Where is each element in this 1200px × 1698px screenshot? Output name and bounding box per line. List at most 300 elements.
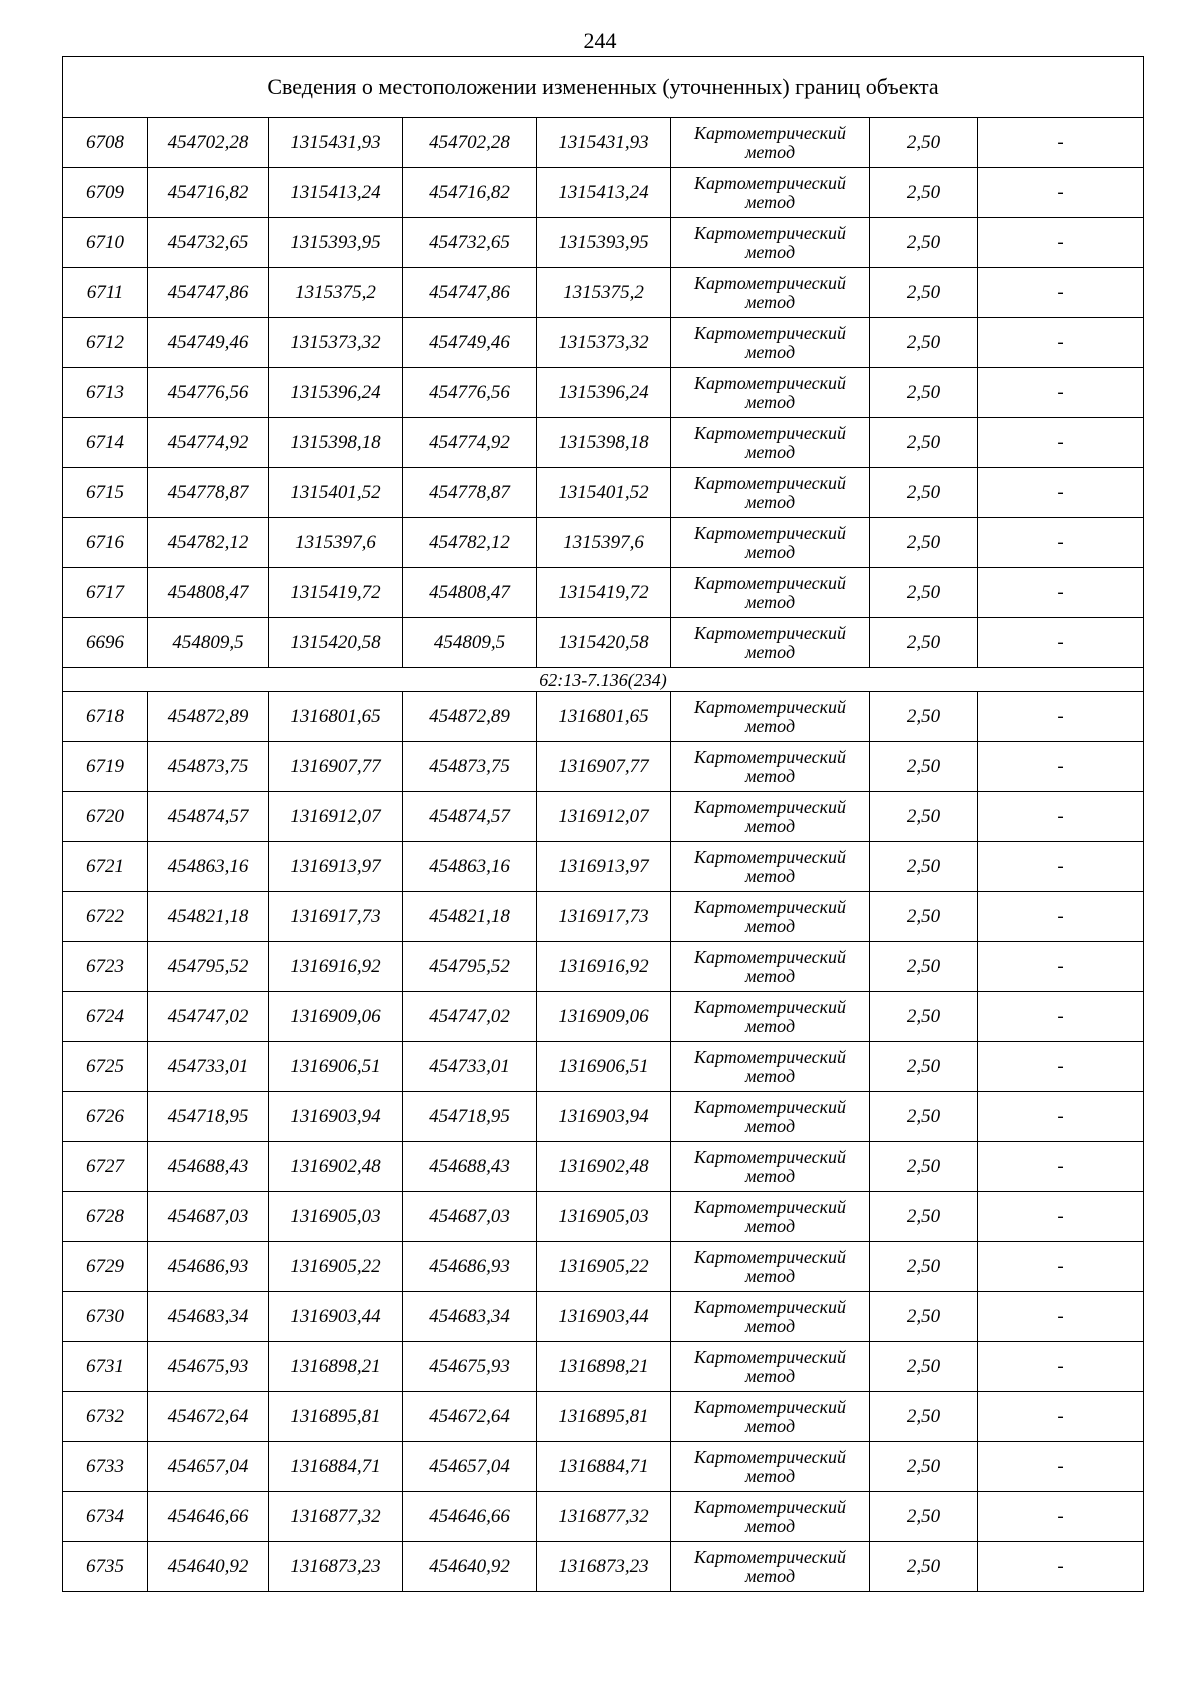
- note-cell: -: [978, 268, 1144, 318]
- accuracy-cell: 2,50: [870, 1492, 978, 1542]
- method-cell: [671, 1042, 870, 1092]
- method-line1: Картометрический: [693, 1096, 846, 1117]
- point-number-cell: 6714: [63, 418, 148, 468]
- table-row: [63, 1442, 1144, 1492]
- existing-x-cell: 454809,5: [148, 618, 269, 668]
- existing-y-cell: 1316906,51: [269, 1042, 403, 1092]
- method-line2: метод: [744, 341, 796, 362]
- existing-y-cell: 1315401,52: [269, 468, 403, 518]
- existing-y-cell: 1316898,21: [269, 1342, 403, 1392]
- existing-x-cell: 454874,57: [148, 792, 269, 842]
- table-row: [63, 318, 1144, 368]
- method-line1: Картометрический: [693, 422, 846, 443]
- method-line1: Картометрический: [693, 522, 846, 543]
- existing-x-cell: 454749,46: [148, 318, 269, 368]
- existing-y-cell: 1315375,2: [269, 268, 403, 318]
- existing-y-cell: 1316903,94: [269, 1092, 403, 1142]
- refined-y-cell: 1315420,58: [537, 618, 671, 668]
- table-row: [63, 268, 1144, 318]
- existing-x-cell: 454872,89: [148, 692, 269, 742]
- method-line1: Картометрический: [693, 946, 846, 967]
- existing-x-cell: 454718,95: [148, 1092, 269, 1142]
- refined-x-cell: 454672,64: [403, 1392, 537, 1442]
- refined-y-cell: 1316906,51: [537, 1042, 671, 1092]
- note-cell: -: [978, 1392, 1144, 1442]
- refined-y-cell: 1315398,18: [537, 418, 671, 468]
- table-row: [63, 418, 1144, 468]
- method-cell: [671, 1142, 870, 1192]
- note-cell: -: [978, 1242, 1144, 1292]
- refined-x-cell: 454640,92: [403, 1542, 537, 1592]
- existing-x-cell: 454778,87: [148, 468, 269, 518]
- existing-y-cell: 1316877,32: [269, 1492, 403, 1542]
- method-line1: Картометрический: [693, 1296, 846, 1317]
- accuracy-cell: 2,50: [870, 842, 978, 892]
- method-line2: метод: [744, 865, 796, 886]
- method-line1: Картометрический: [693, 1396, 846, 1417]
- method-cell: [671, 218, 870, 268]
- note-cell: -: [978, 1542, 1144, 1592]
- refined-y-cell: 1316905,03: [537, 1192, 671, 1242]
- existing-x-cell: 454821,18: [148, 892, 269, 942]
- table-row: [63, 1392, 1144, 1442]
- method-cell: [671, 1092, 870, 1142]
- note-cell: -: [978, 218, 1144, 268]
- table-row: [63, 1542, 1144, 1592]
- table-row: [63, 168, 1144, 218]
- table-row: [63, 1342, 1144, 1392]
- method-cell: [671, 1542, 870, 1592]
- refined-x-cell: 454872,89: [403, 692, 537, 742]
- refined-y-cell: 1316877,32: [537, 1492, 671, 1542]
- existing-y-cell: 1316917,73: [269, 892, 403, 942]
- method-line1: Картометрический: [693, 1246, 846, 1267]
- table-row: [63, 1242, 1144, 1292]
- method-line2: метод: [744, 1265, 796, 1286]
- existing-y-cell: 1315420,58: [269, 618, 403, 668]
- accuracy-cell: 2,50: [870, 418, 978, 468]
- note-cell: -: [978, 318, 1144, 368]
- method-line2: метод: [744, 915, 796, 936]
- note-cell: -: [978, 992, 1144, 1042]
- existing-y-cell: 1316903,44: [269, 1292, 403, 1342]
- table-row: [63, 792, 1144, 842]
- refined-x-cell: 454747,86: [403, 268, 537, 318]
- method-line2: метод: [744, 1365, 796, 1386]
- refined-y-cell: 1316873,23: [537, 1542, 671, 1592]
- method-line1: Картометрический: [693, 1146, 846, 1167]
- refined-x-cell: 454782,12: [403, 518, 537, 568]
- table-row: [63, 568, 1144, 618]
- refined-y-cell: 1316801,65: [537, 692, 671, 742]
- method-line1: Картометрический: [693, 746, 846, 767]
- table-row: [63, 618, 1144, 668]
- note-cell: -: [978, 518, 1144, 568]
- note-cell: -: [978, 1142, 1144, 1192]
- table-row: [63, 742, 1144, 792]
- method-cell: [671, 318, 870, 368]
- method-line1: Картометрический: [693, 1496, 846, 1517]
- refined-y-cell: 1316917,73: [537, 892, 671, 942]
- method-line1: Картометрический: [693, 896, 846, 917]
- refined-x-cell: 454688,43: [403, 1142, 537, 1192]
- refined-x-cell: 454774,92: [403, 418, 537, 468]
- refined-x-cell: 454873,75: [403, 742, 537, 792]
- existing-x-cell: 454688,43: [148, 1142, 269, 1192]
- accuracy-cell: 2,50: [870, 218, 978, 268]
- refined-y-cell: 1316913,97: [537, 842, 671, 892]
- refined-y-cell: 1315397,6: [537, 518, 671, 568]
- point-number-cell: 6709: [63, 168, 148, 218]
- method-cell: [671, 1442, 870, 1492]
- refined-x-cell: 454776,56: [403, 368, 537, 418]
- existing-x-cell: 454657,04: [148, 1442, 269, 1492]
- table-header-row: [63, 57, 1144, 118]
- accuracy-cell: 2,50: [870, 568, 978, 618]
- accuracy-cell: 2,50: [870, 368, 978, 418]
- method-line2: метод: [744, 1215, 796, 1236]
- method-line2: метод: [744, 815, 796, 836]
- boundary-coordinates-table: [62, 56, 1144, 1592]
- method-line2: метод: [744, 1565, 796, 1586]
- point-number-cell: 6728: [63, 1192, 148, 1242]
- refined-x-cell: 454747,02: [403, 992, 537, 1042]
- method-cell: [671, 568, 870, 618]
- table-row: [63, 1142, 1144, 1192]
- existing-y-cell: 1315419,72: [269, 568, 403, 618]
- existing-x-cell: 454732,65: [148, 218, 269, 268]
- accuracy-cell: 2,50: [870, 468, 978, 518]
- existing-y-cell: 1315413,24: [269, 168, 403, 218]
- method-line2: метод: [744, 441, 796, 462]
- method-cell: [671, 1192, 870, 1242]
- method-cell: [671, 1242, 870, 1292]
- accuracy-cell: 2,50: [870, 1342, 978, 1392]
- refined-y-cell: 1315419,72: [537, 568, 671, 618]
- accuracy-cell: 2,50: [870, 1142, 978, 1192]
- point-number-cell: 6718: [63, 692, 148, 742]
- point-number-cell: 6729: [63, 1242, 148, 1292]
- existing-y-cell: 1316895,81: [269, 1392, 403, 1442]
- existing-x-cell: 454640,92: [148, 1542, 269, 1592]
- method-line1: Картометрический: [693, 1446, 846, 1467]
- method-line2: метод: [744, 965, 796, 986]
- existing-y-cell: 1316801,65: [269, 692, 403, 742]
- method-cell: [671, 942, 870, 992]
- refined-x-cell: 454702,28: [403, 118, 537, 168]
- method-cell: [671, 268, 870, 318]
- existing-x-cell: 454702,28: [148, 118, 269, 168]
- existing-x-cell: 454747,86: [148, 268, 269, 318]
- point-number-cell: 6731: [63, 1342, 148, 1392]
- accuracy-cell: 2,50: [870, 118, 978, 168]
- accuracy-cell: 2,50: [870, 1542, 978, 1592]
- refined-x-cell: 454716,82: [403, 168, 537, 218]
- method-line2: метод: [744, 1165, 796, 1186]
- existing-x-cell: 454646,66: [148, 1492, 269, 1542]
- table-title: Сведения о местоположении измененных (уточненных) границ объекта: [63, 57, 1144, 118]
- point-number-cell: 6724: [63, 992, 148, 1042]
- method-line1: Картометрический: [693, 272, 846, 293]
- method-line2: метод: [744, 1115, 796, 1136]
- method-line1: Картометрический: [693, 1196, 846, 1217]
- refined-y-cell: 1316895,81: [537, 1392, 671, 1442]
- method-line1: Картометрический: [693, 996, 846, 1017]
- refined-x-cell: 454675,93: [403, 1342, 537, 1392]
- note-cell: -: [978, 368, 1144, 418]
- point-number-cell: 6711: [63, 268, 148, 318]
- accuracy-cell: 2,50: [870, 942, 978, 992]
- table-row: [63, 518, 1144, 568]
- method-line2: метод: [744, 1015, 796, 1036]
- point-number-cell: 6732: [63, 1392, 148, 1442]
- refined-x-cell: 454809,5: [403, 618, 537, 668]
- accuracy-cell: 2,50: [870, 1442, 978, 1492]
- point-number-cell: 6734: [63, 1492, 148, 1542]
- method-cell: [671, 1392, 870, 1442]
- refined-x-cell: 454657,04: [403, 1442, 537, 1492]
- table-row: [63, 842, 1144, 892]
- method-line2: метод: [744, 1515, 796, 1536]
- note-cell: -: [978, 1492, 1144, 1542]
- method-line2: метод: [744, 1415, 796, 1436]
- section-header-row: [63, 668, 1144, 692]
- method-line2: метод: [744, 715, 796, 736]
- note-cell: -: [978, 1442, 1144, 1492]
- point-number-cell: 6722: [63, 892, 148, 942]
- table-row: [63, 368, 1144, 418]
- refined-y-cell: 1316898,21: [537, 1342, 671, 1392]
- method-cell: [671, 992, 870, 1042]
- existing-y-cell: 1316912,07: [269, 792, 403, 842]
- table-row: [63, 1492, 1144, 1542]
- refined-y-cell: 1315375,2: [537, 268, 671, 318]
- note-cell: -: [978, 118, 1144, 168]
- table-row: [63, 692, 1144, 742]
- point-number-cell: 6712: [63, 318, 148, 368]
- existing-x-cell: 454716,82: [148, 168, 269, 218]
- note-cell: -: [978, 568, 1144, 618]
- table-row: [63, 218, 1144, 268]
- method-cell: [671, 792, 870, 842]
- accuracy-cell: 2,50: [870, 518, 978, 568]
- note-cell: -: [978, 842, 1144, 892]
- refined-y-cell: 1315413,24: [537, 168, 671, 218]
- table-row: [63, 118, 1144, 168]
- refined-x-cell: 454863,16: [403, 842, 537, 892]
- note-cell: -: [978, 1192, 1144, 1242]
- existing-x-cell: 454687,03: [148, 1192, 269, 1242]
- point-number-cell: 6735: [63, 1542, 148, 1592]
- existing-x-cell: 454774,92: [148, 418, 269, 468]
- point-number-cell: 6723: [63, 942, 148, 992]
- method-cell: [671, 742, 870, 792]
- method-line2: метод: [744, 1065, 796, 1086]
- method-line2: метод: [744, 641, 796, 662]
- method-line1: Картометрический: [693, 122, 846, 143]
- method-cell: [671, 1342, 870, 1392]
- method-line2: метод: [744, 191, 796, 212]
- accuracy-cell: 2,50: [870, 168, 978, 218]
- accuracy-cell: 2,50: [870, 268, 978, 318]
- method-cell: [671, 618, 870, 668]
- method-cell: [671, 518, 870, 568]
- method-line1: Картометрический: [693, 472, 846, 493]
- method-line2: метод: [744, 541, 796, 562]
- existing-x-cell: 454863,16: [148, 842, 269, 892]
- accuracy-cell: 2,50: [870, 1092, 978, 1142]
- point-number-cell: 6713: [63, 368, 148, 418]
- method-cell: [671, 692, 870, 742]
- point-number-cell: 6716: [63, 518, 148, 568]
- refined-x-cell: 454718,95: [403, 1092, 537, 1142]
- existing-x-cell: 454795,52: [148, 942, 269, 992]
- existing-y-cell: 1316909,06: [269, 992, 403, 1042]
- refined-y-cell: 1315396,24: [537, 368, 671, 418]
- existing-x-cell: 454747,02: [148, 992, 269, 1042]
- existing-y-cell: 1315398,18: [269, 418, 403, 468]
- note-cell: -: [978, 618, 1144, 668]
- note-cell: -: [978, 468, 1144, 518]
- accuracy-cell: 2,50: [870, 692, 978, 742]
- method-cell: [671, 468, 870, 518]
- note-cell: -: [978, 1342, 1144, 1392]
- existing-y-cell: 1315393,95: [269, 218, 403, 268]
- existing-y-cell: 1315397,6: [269, 518, 403, 568]
- method-line1: Картометрический: [693, 1046, 846, 1067]
- accuracy-cell: 2,50: [870, 792, 978, 842]
- existing-y-cell: 1316913,97: [269, 842, 403, 892]
- existing-x-cell: 454683,34: [148, 1292, 269, 1342]
- method-cell: [671, 168, 870, 218]
- method-line1: Картометрический: [693, 1546, 846, 1567]
- refined-x-cell: 454687,03: [403, 1192, 537, 1242]
- table-row: [63, 1092, 1144, 1142]
- accuracy-cell: 2,50: [870, 1392, 978, 1442]
- accuracy-cell: 2,50: [870, 892, 978, 942]
- existing-x-cell: 454782,12: [148, 518, 269, 568]
- point-number-cell: 6710: [63, 218, 148, 268]
- note-cell: -: [978, 892, 1144, 942]
- method-line1: Картометрический: [693, 796, 846, 817]
- method-cell: [671, 1292, 870, 1342]
- method-line1: Картометрический: [693, 846, 846, 867]
- method-line1: Картометрический: [693, 322, 846, 343]
- point-number-cell: 6715: [63, 468, 148, 518]
- accuracy-cell: 2,50: [870, 1292, 978, 1342]
- method-line1: Картометрический: [693, 1346, 846, 1367]
- note-cell: -: [978, 1042, 1144, 1092]
- method-cell: [671, 1492, 870, 1542]
- method-line2: метод: [744, 391, 796, 412]
- refined-y-cell: 1316905,22: [537, 1242, 671, 1292]
- method-line1: Картометрический: [693, 172, 846, 193]
- existing-x-cell: 454808,47: [148, 568, 269, 618]
- refined-y-cell: 1316912,07: [537, 792, 671, 842]
- refined-x-cell: 454778,87: [403, 468, 537, 518]
- refined-x-cell: 454683,34: [403, 1292, 537, 1342]
- note-cell: -: [978, 1092, 1144, 1142]
- note-cell: -: [978, 418, 1144, 468]
- table-row: [63, 992, 1144, 1042]
- point-number-cell: 6725: [63, 1042, 148, 1092]
- method-line1: Картометрический: [693, 372, 846, 393]
- method-cell: [671, 892, 870, 942]
- existing-y-cell: 1316902,48: [269, 1142, 403, 1192]
- accuracy-cell: 2,50: [870, 1192, 978, 1242]
- refined-y-cell: 1315373,32: [537, 318, 671, 368]
- method-line2: метод: [744, 765, 796, 786]
- method-line1: Картометрический: [693, 222, 846, 243]
- existing-y-cell: 1316905,03: [269, 1192, 403, 1242]
- point-number-cell: 6721: [63, 842, 148, 892]
- point-number-cell: 6727: [63, 1142, 148, 1192]
- refined-y-cell: 1316916,92: [537, 942, 671, 992]
- point-number-cell: 6719: [63, 742, 148, 792]
- point-number-cell: 6708: [63, 118, 148, 168]
- method-line2: метод: [744, 241, 796, 262]
- accuracy-cell: 2,50: [870, 1242, 978, 1292]
- table-row: [63, 1192, 1144, 1242]
- note-cell: -: [978, 742, 1144, 792]
- point-number-cell: 6696: [63, 618, 148, 668]
- refined-y-cell: 1316909,06: [537, 992, 671, 1042]
- existing-x-cell: 454675,93: [148, 1342, 269, 1392]
- note-cell: -: [978, 792, 1144, 842]
- existing-x-cell: 454733,01: [148, 1042, 269, 1092]
- method-line1: Картометрический: [693, 572, 846, 593]
- table-row: [63, 892, 1144, 942]
- point-number-cell: 6733: [63, 1442, 148, 1492]
- refined-y-cell: 1315401,52: [537, 468, 671, 518]
- method-cell: [671, 842, 870, 892]
- table-row: [63, 1042, 1144, 1092]
- method-line2: метод: [744, 591, 796, 612]
- refined-x-cell: 454686,93: [403, 1242, 537, 1292]
- method-line2: метод: [744, 1465, 796, 1486]
- point-number-cell: 6726: [63, 1092, 148, 1142]
- table-row: [63, 468, 1144, 518]
- accuracy-cell: 2,50: [870, 1042, 978, 1092]
- refined-x-cell: 454874,57: [403, 792, 537, 842]
- refined-y-cell: 1315393,95: [537, 218, 671, 268]
- refined-x-cell: 454821,18: [403, 892, 537, 942]
- method-line2: метод: [744, 1315, 796, 1336]
- refined-x-cell: 454646,66: [403, 1492, 537, 1542]
- accuracy-cell: 2,50: [870, 992, 978, 1042]
- refined-y-cell: 1316903,44: [537, 1292, 671, 1342]
- method-line2: метод: [744, 291, 796, 312]
- refined-x-cell: 454795,52: [403, 942, 537, 992]
- refined-x-cell: 454732,65: [403, 218, 537, 268]
- existing-y-cell: 1316873,23: [269, 1542, 403, 1592]
- note-cell: -: [978, 942, 1144, 992]
- existing-y-cell: 1315396,24: [269, 368, 403, 418]
- refined-x-cell: 454733,01: [403, 1042, 537, 1092]
- existing-x-cell: 454672,64: [148, 1392, 269, 1442]
- refined-y-cell: 1316903,94: [537, 1092, 671, 1142]
- existing-y-cell: 1316916,92: [269, 942, 403, 992]
- note-cell: -: [978, 1292, 1144, 1342]
- note-cell: -: [978, 692, 1144, 742]
- point-number-cell: 6720: [63, 792, 148, 842]
- existing-y-cell: 1316884,71: [269, 1442, 403, 1492]
- existing-y-cell: 1315431,93: [269, 118, 403, 168]
- accuracy-cell: 2,50: [870, 742, 978, 792]
- method-cell: [671, 418, 870, 468]
- existing-y-cell: 1315373,32: [269, 318, 403, 368]
- cadastral-section-label: 62:13-7.136(234): [63, 668, 1144, 692]
